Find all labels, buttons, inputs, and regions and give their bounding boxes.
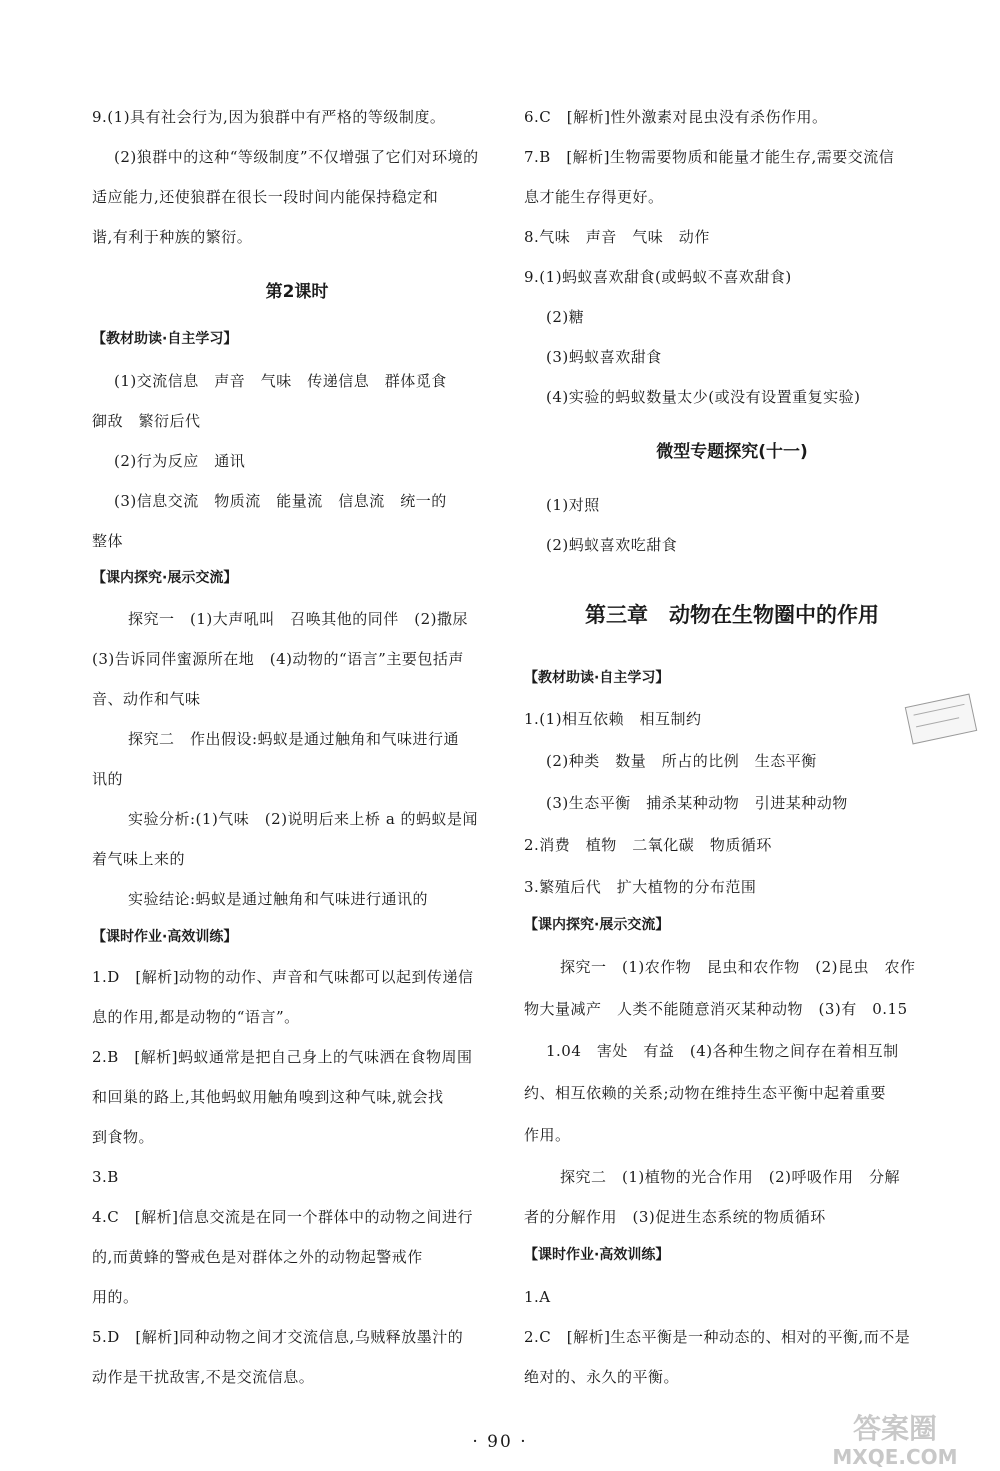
section-heading: 【教材助读·自主学习】	[524, 670, 670, 686]
answer-line: 3.B	[92, 1168, 119, 1186]
answer-line: 约、相互依赖的关系;动物在维持生态平衡中起着重要	[524, 1084, 887, 1102]
answer-line: 1.A	[524, 1288, 551, 1306]
answer-line: 的,而黄蜂的警戒色是对群体之外的动物起警戒作	[92, 1248, 423, 1266]
answer-line: 1.(1)相互依赖 相互制约	[524, 710, 702, 728]
section-title: 微型专题探究(十一)	[656, 442, 808, 462]
section-heading: 【课时作业·高效训练】	[524, 1247, 670, 1263]
answer-line: (1)对照	[546, 496, 600, 514]
section-title: 第2课时	[265, 282, 329, 302]
answer-line: 者的分解作用 (3)促进生态系统的物质循环	[524, 1208, 826, 1226]
answer-line: 1.04 害处 有益 (4)各种生物之间存在着相互制	[546, 1042, 899, 1060]
answer-line: 适应能力,还使狼群在很长一段时间内能保持稳定和	[92, 188, 439, 206]
answer-line: (1)交流信息 声音 气味 传递信息 群体觅食	[114, 372, 447, 390]
watermark-text-top: 答案圈	[852, 1412, 938, 1445]
answer-line: 探究一 (1)大声吼叫 召唤其他的同伴 (2)撒尿	[128, 610, 468, 628]
answer-line: 用的。	[92, 1288, 139, 1306]
answer-line: 3.繁殖后代 扩大植物的分布范围	[524, 878, 757, 896]
answer-line: (3)蚂蚁喜欢甜食	[546, 348, 662, 366]
answer-line: 动作是干扰敌害,不是交流信息。	[92, 1368, 315, 1386]
section-heading: 【课内探究·展示交流】	[524, 917, 670, 933]
answer-line: (4)实验的蚂蚁数量太少(或没有设置重复实验)	[546, 388, 861, 406]
answer-line: 作用。	[524, 1126, 571, 1144]
answer-line: 实验分析:(1)气味 (2)说明后来上桥 a 的蚂蚁是闻	[128, 810, 479, 828]
answer-line: 探究一 (1)农作物 昆虫和农作物 (2)昆虫 农作	[560, 958, 916, 976]
answer-line: 1.D [解析]动物的动作、声音和气味都可以起到传递信	[92, 968, 474, 986]
answer-line: 探究二 作出假设:蚂蚁是通过触角和气味进行通	[128, 730, 460, 748]
answer-line: 2.C [解析]生态平衡是一种动态的、相对的平衡,而不是	[524, 1328, 911, 1346]
answer-line: 讯的	[92, 770, 124, 788]
answer-line: (2)蚂蚁喜欢吃甜食	[546, 536, 678, 554]
answer-line: 谐,有利于种族的繁衍。	[92, 228, 253, 246]
answer-line: (3)生态平衡 捕杀某种动物 引进某种动物	[546, 794, 848, 812]
section-heading: 【教材助读·自主学习】	[92, 331, 238, 347]
watermark-logo	[800, 1408, 990, 1468]
answer-line: 和回巢的路上,其他蚂蚁用触角嗅到这种气味,就会找	[92, 1088, 444, 1106]
answer-line: (2)种类 数量 所占的比例 生态平衡	[546, 752, 817, 770]
answer-line: 9.(1)具有社会行为,因为狼群中有严格的等级制度。	[92, 108, 446, 126]
answer-line: (3)告诉同伴蜜源所在地 (4)动物的“语言”主要包括声	[92, 650, 464, 668]
answer-line: 实验结论:蚂蚁是通过触角和气味进行通讯的	[128, 890, 429, 908]
answer-line: 7.B [解析]生物需要物质和能量才能生存,需要交流信	[524, 148, 895, 166]
page-number: · 90 ·	[472, 1432, 528, 1452]
section-heading: 【课内探究·展示交流】	[92, 570, 238, 586]
answer-line: 9.(1)蚂蚁喜欢甜食(或蚂蚁不喜欢甜食)	[524, 268, 792, 286]
answer-line: 物大量减产 人类不能随意消灭某种动物 (3)有 0.15	[524, 1000, 908, 1018]
answer-line: 4.C [解析]信息交流是在同一个群体中的动物之间进行	[92, 1208, 473, 1226]
answer-line: 6.C [解析]性外激素对昆虫没有杀伤作用。	[524, 108, 828, 126]
answer-line: 8.气味 声音 气味 动作	[524, 228, 710, 246]
answer-line: (3)信息交流 物质流 能量流 信息流 统一的	[114, 492, 447, 510]
answer-line: 整体	[92, 532, 124, 550]
watermark-text-bottom: MXQE.COM	[832, 1445, 958, 1468]
answer-line: 2.消费 植物 二氧化碳 物质循环	[524, 836, 772, 854]
answer-line: 息才能生存得更好。	[524, 188, 664, 206]
answer-line: 御敌 繁衍后代	[92, 412, 201, 430]
answer-line: 绝对的、永久的平衡。	[524, 1368, 680, 1386]
answer-line: 着气味上来的	[92, 850, 186, 868]
answer-line: (2)糖	[546, 308, 585, 326]
answer-line: 5.D [解析]同种动物之间才交流信息,乌贼释放墨汁的	[92, 1328, 464, 1346]
answer-line: 息的作用,都是动物的“语言”。	[92, 1008, 300, 1026]
answer-line: (2)狼群中的这种“等级制度”不仅增强了它们对环境的	[114, 148, 479, 166]
section-heading: 【课时作业·高效训练】	[92, 929, 238, 945]
answer-line: 探究二 (1)植物的光合作用 (2)呼吸作用 分解	[560, 1168, 900, 1186]
answer-line: 到食物。	[92, 1128, 155, 1146]
stamp-icon	[905, 694, 977, 745]
answer-line: 2.B [解析]蚂蚁通常是把自己身上的气味洒在食物周围	[92, 1048, 473, 1066]
chapter-title: 第三章 动物在生物圈中的作用	[585, 603, 879, 627]
answer-line: (2)行为反应 通讯	[114, 452, 246, 470]
answer-line: 音、动作和气味	[92, 690, 201, 708]
